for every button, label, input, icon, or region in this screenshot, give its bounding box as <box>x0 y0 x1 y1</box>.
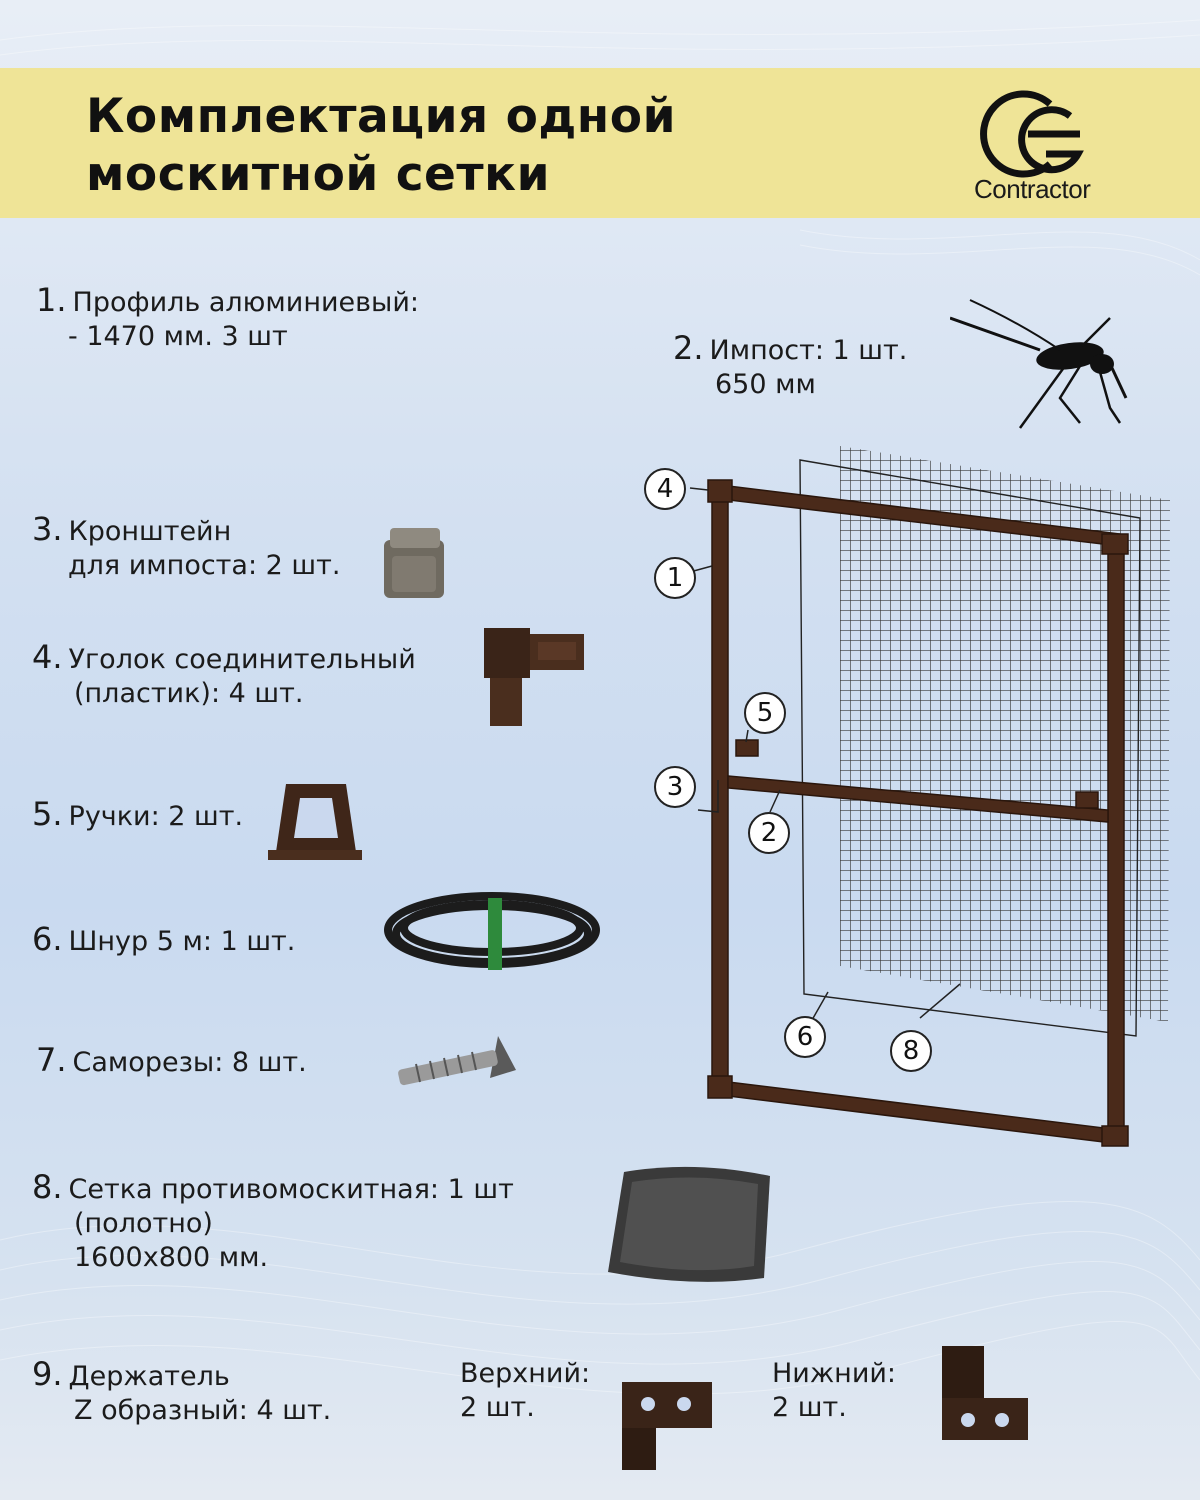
z-holder-top-icon <box>614 1374 714 1474</box>
item-7-screws <box>36 1043 307 1080</box>
handle-icon <box>268 780 364 862</box>
item-number: 6. <box>32 920 63 958</box>
item-detail: Z образный: 4 шт. <box>74 1395 332 1426</box>
title-line-2: москитной сетки <box>86 147 551 202</box>
item-number: 2. <box>673 329 704 367</box>
item-detail: - 1470 мм. 3 шт <box>68 321 288 352</box>
item-2-impost <box>673 331 907 402</box>
item-detail: для импоста: 2 шт. <box>68 550 341 581</box>
item-text: Сетка противомоскитная: 1 шт <box>68 1174 514 1205</box>
holder-top-label <box>460 1357 590 1425</box>
item-4-corner <box>32 640 416 711</box>
page-title <box>86 88 676 204</box>
item-text: Уголок соединительный <box>68 644 416 675</box>
item-3-bracket <box>32 512 340 583</box>
item-6-cord <box>32 922 295 959</box>
holder-top-qty: 2 шт. <box>460 1392 535 1423</box>
item-text: Держатель <box>68 1361 230 1392</box>
item-5-handles <box>32 797 243 834</box>
logo-text: Contractor <box>974 174 1091 204</box>
item-detail: (пластик): 4 шт. <box>74 678 304 709</box>
item-1-profile <box>36 283 419 354</box>
item-9-z-holder <box>32 1357 331 1428</box>
callout-8: 8 <box>890 1030 932 1072</box>
item-number: 5. <box>32 795 63 833</box>
item-text: Импост: 1 шт. <box>709 335 908 366</box>
callout-6: 6 <box>784 1016 826 1058</box>
mesh-roll-icon <box>604 1160 774 1290</box>
callout-1: 1 <box>654 557 696 599</box>
item-number: 9. <box>32 1355 63 1393</box>
z-holder-bottom-icon <box>936 1340 1032 1444</box>
item-number: 4. <box>32 638 63 676</box>
callout-2: 2 <box>748 812 790 854</box>
item-size: 1600x800 мм. <box>74 1242 269 1273</box>
item-text: Шнур 5 м: 1 шт. <box>68 926 296 957</box>
item-number: 1. <box>36 281 67 319</box>
callout-3: 3 <box>654 766 696 808</box>
bracket-icon <box>378 522 452 602</box>
item-text: Ручки: 2 шт. <box>68 801 244 832</box>
callout-5: 5 <box>744 692 786 734</box>
callout-4: 4 <box>644 468 686 510</box>
corner-connector-icon <box>478 620 590 730</box>
item-text: Профиль алюминиевый: <box>72 287 420 318</box>
mosquito-icon <box>950 298 1130 438</box>
item-detail: (полотно) <box>74 1208 213 1239</box>
holder-top-title: Верхний: <box>460 1358 591 1389</box>
item-number: 7. <box>36 1041 67 1079</box>
item-detail: 650 мм <box>715 369 816 400</box>
item-text: Саморезы: 8 шт. <box>72 1047 307 1078</box>
cord-coil-icon <box>380 890 606 980</box>
holder-bottom-title: Нижний: <box>772 1358 897 1389</box>
item-8-mesh <box>32 1170 514 1275</box>
item-number: 3. <box>32 510 63 548</box>
item-text: Кронштейн <box>68 516 232 547</box>
holder-bottom-qty: 2 шт. <box>772 1392 847 1423</box>
title-line-1: Комплектация одной <box>86 89 677 144</box>
screw-icon <box>386 1030 526 1100</box>
item-number: 8. <box>32 1168 63 1206</box>
holder-bottom-label <box>772 1357 896 1425</box>
